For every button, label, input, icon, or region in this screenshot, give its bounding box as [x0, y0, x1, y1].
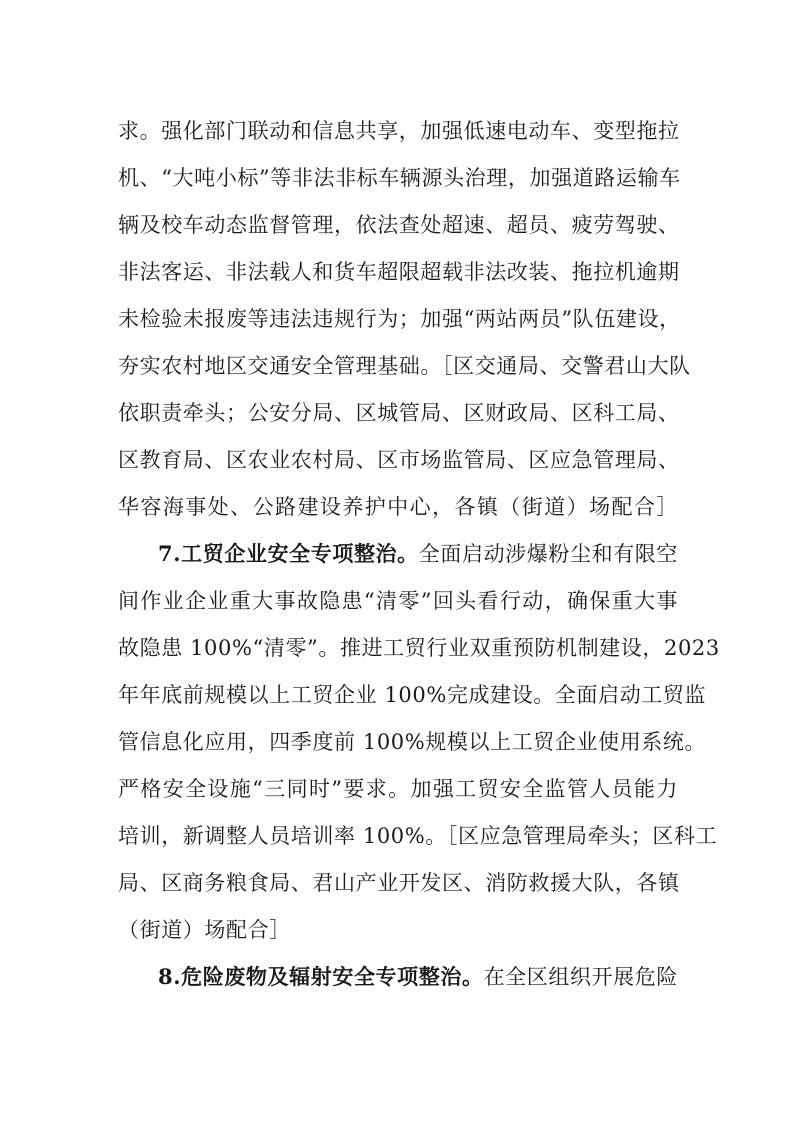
paragraph-line: 华容海事处、公路建设养护中心，各镇（街道）场配合］ [118, 495, 678, 519]
paragraph-line: 局、区商务粮食局、君山产业开发区、消防救援大队，各镇 [118, 871, 680, 895]
paragraph-line: 故隐患 100%“清零”。推进工贸行业双重预防机制建设，2023 [118, 636, 720, 660]
paragraph-line: 夯实农村地区交通安全管理基础。［区交通局、交警君山大队 [118, 354, 691, 378]
paragraph-line: 培训，新调整人员培训率 100%。［区应急管理局牵头；区科工 [118, 824, 718, 848]
paragraph-line: 机、“大吨小标”等非法非标车辆源头治理，加强道路运输车 [118, 166, 681, 190]
paragraph-line: 辆及校车动态监督管理，依法查处超速、超员、疲劳驾驶、 [118, 213, 680, 237]
section-heading-rest: 在全区组织开展危险 [483, 965, 678, 989]
paragraph-line: （街道）场配合］ [118, 918, 291, 942]
paragraph-line: 非法客运、非法载人和货车超限超载非法改装、拖拉机逾期 [118, 260, 680, 284]
section-heading-rest: 全面启动涉爆粉尘和有限空 [418, 542, 678, 566]
paragraph-line: 依职责牵头；公安分局、区城管局、区财政局、区科工局、 [118, 401, 680, 425]
paragraph-line: 未检验未报废等违法违规行为；加强“两站两员”队伍建设， [118, 307, 681, 331]
paragraph-line: 间作业企业重大事故隐患“清零”回头看行动，确保重大事 [118, 589, 678, 613]
section-heading: 7.工贸企业安全专项整治。 [158, 541, 419, 566]
paragraph-line: 管信息化应用，四季度前 100%规模以上工贸企业使用系统。 [118, 730, 707, 754]
paragraph-line: 严格安全设施“三同时”要求。加强工贸安全监管人员能力 [118, 777, 678, 801]
paragraph-line: 区教育局、区农业农村局、区市场监管局、区应急管理局、 [118, 448, 680, 472]
paragraph-line: 求。强化部门联动和信息共享，加强低速电动车、变型拖拉 [118, 119, 680, 143]
paragraph-line: 年年底前规模以上工贸企业 100%完成建设。全面启动工贸监 [118, 683, 707, 707]
section-heading-line [158, 962, 678, 992]
section-heading-line [158, 539, 678, 569]
section-heading: 8.危险废物及辐射安全专项整治。 [158, 964, 484, 989]
